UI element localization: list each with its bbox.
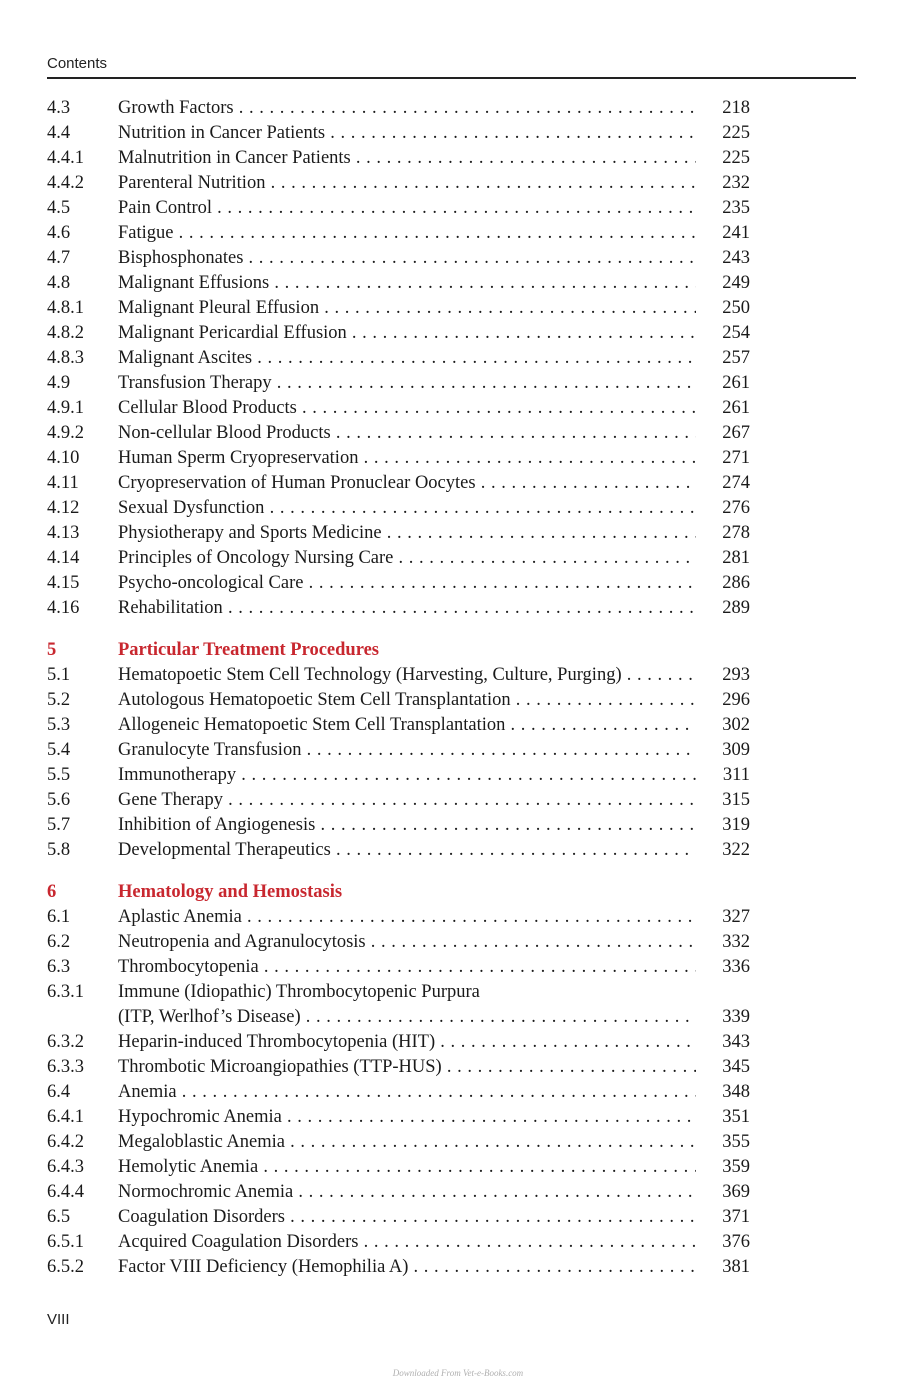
toc-entry-title: Thrombocytopenia . . . xyxy=(118,955,696,980)
toc-entry-title: Aplastic Anemia . . . xyxy=(118,905,696,930)
toc-entry-page: 278 xyxy=(722,523,750,543)
toc-entry[interactable] xyxy=(47,96,767,121)
toc-entry-number: 4.8.2 xyxy=(47,323,84,343)
toc-entry-title: Neutropenia and Agranulocytosis . . . xyxy=(118,930,696,955)
toc-entry[interactable] xyxy=(47,446,767,471)
toc-entry-number: 6.3.1 xyxy=(47,982,84,1002)
toc-entry-page: 293 xyxy=(722,665,750,685)
toc-entry-page: 267 xyxy=(722,423,750,443)
toc-entry-title: Acquired Coagulation Disorders . . . xyxy=(118,1230,696,1255)
toc-entry[interactable] xyxy=(47,930,767,955)
toc-entry-title: Hematology and Hemostasis xyxy=(118,882,343,902)
toc-entry-page: 381 xyxy=(722,1257,750,1277)
toc-entry-title: Anemia . . . xyxy=(118,1080,696,1105)
toc-entry[interactable] xyxy=(47,1180,767,1205)
toc-entry-page: 345 xyxy=(722,1057,750,1077)
toc-entry-number: 5.8 xyxy=(47,840,71,860)
toc-entry-title: Non-cellular Blood Products . . . xyxy=(118,421,696,446)
toc-entry-title: Psycho-oncological Care . . . xyxy=(118,571,696,596)
toc-entry-number: 5.2 xyxy=(47,690,71,710)
toc-entry-number: 5.6 xyxy=(47,790,71,810)
toc-entry-title: Pain Control . . . xyxy=(118,196,696,221)
toc-chapter-heading[interactable] xyxy=(47,880,767,905)
toc-entry[interactable] xyxy=(47,788,767,813)
toc-entry-number: 4.4.2 xyxy=(47,173,84,193)
toc-entry-page: 235 xyxy=(722,198,750,218)
toc-entry-title: Malignant Effusions . . . xyxy=(118,271,696,296)
toc-entry-title: Malignant Pleural Effusion . . . xyxy=(118,296,696,321)
toc-entry-title: Hematopoetic Stem Cell Technology (Harvesting, Culture, Purging) . . . xyxy=(118,663,696,688)
toc-entry[interactable] xyxy=(47,738,767,763)
toc-entry[interactable] xyxy=(47,571,767,596)
toc-entry-number: 6 xyxy=(47,882,57,902)
toc-entry[interactable] xyxy=(47,980,767,1005)
toc-entry-number: 5.4 xyxy=(47,740,71,760)
toc-entry-page: 302 xyxy=(722,715,750,735)
toc-entry-title: Parenteral Nutrition . . . xyxy=(118,171,696,196)
toc-entry-page: 250 xyxy=(722,298,750,318)
toc-entry-title: Allogeneic Hematopoetic Stem Cell Transplantation . . . xyxy=(118,713,696,738)
toc-entry-number: 4.4 xyxy=(47,123,71,143)
toc-entry-page: 371 xyxy=(722,1207,750,1227)
toc-entry-number: 4.11 xyxy=(47,473,79,493)
toc-entry-number: 6.4 xyxy=(47,1082,71,1102)
toc-entry[interactable] xyxy=(47,905,767,930)
toc-entry-title: Developmental Therapeutics . . . xyxy=(118,838,696,863)
toc-entry-number: 4.8 xyxy=(47,273,71,293)
toc-entry-page: 281 xyxy=(722,548,750,568)
toc-entry-page: 243 xyxy=(722,248,750,268)
toc-entry[interactable] xyxy=(47,296,767,321)
toc-entry-number: 6.5.1 xyxy=(47,1232,84,1252)
toc-entry-title: Fatigue . . . xyxy=(118,221,696,246)
toc-entry-page: 332 xyxy=(722,932,750,952)
toc-entry[interactable] xyxy=(47,596,767,621)
toc-entry-page: 249 xyxy=(722,273,750,293)
toc-entry[interactable] xyxy=(47,663,767,688)
toc-entry-number: 4.16 xyxy=(47,598,80,618)
toc-entry-title: Hemolytic Anemia . . . xyxy=(118,1155,696,1180)
toc-entry-title: Megaloblastic Anemia . . . xyxy=(118,1130,696,1155)
toc-entry-title: Particular Treatment Procedures xyxy=(118,640,379,660)
toc-entry-title: Immune (Idiopathic) Thrombocytopenic Purpura xyxy=(118,982,480,1002)
toc-entry[interactable] xyxy=(47,813,767,838)
toc-entry-page: 254 xyxy=(722,323,750,343)
toc-entry-page: 261 xyxy=(722,373,750,393)
toc-entry-title: Physiotherapy and Sports Medicine . . . xyxy=(118,521,696,546)
toc-entry-page: 232 xyxy=(722,173,750,193)
toc-entry-title: Inhibition of Angiogenesis . . . xyxy=(118,813,696,838)
toc-entry-page: 336 xyxy=(722,957,750,977)
toc-entry-number: 5.5 xyxy=(47,765,71,785)
toc-entry[interactable] xyxy=(47,1005,767,1030)
toc-entry-title: Sexual Dysfunction . . . xyxy=(118,496,696,521)
toc-entry-page: 218 xyxy=(722,98,750,118)
toc-entry-page: 319 xyxy=(722,815,750,835)
toc-entry-page: 309 xyxy=(722,740,750,760)
toc-entry-number: 5 xyxy=(47,640,57,660)
toc-entry[interactable] xyxy=(47,955,767,980)
toc-entry[interactable] xyxy=(47,1255,767,1280)
toc-entry-number: 6.5 xyxy=(47,1207,71,1227)
toc-entry-number: 4.8.3 xyxy=(47,348,84,368)
toc-entry-page: 261 xyxy=(722,398,750,418)
toc-entry-number: 6.3 xyxy=(47,957,71,977)
toc-entry-number: 4.9 xyxy=(47,373,71,393)
toc-entry[interactable] xyxy=(47,121,767,146)
toc-entry-page: 241 xyxy=(722,223,750,243)
toc-entry[interactable] xyxy=(47,146,767,171)
toc-entry[interactable] xyxy=(47,496,767,521)
toc-entry-number: 6.5.2 xyxy=(47,1257,84,1277)
toc-entry-number: 6.4.3 xyxy=(47,1157,84,1177)
toc-entry[interactable] xyxy=(47,546,767,571)
toc-entry-page: 359 xyxy=(722,1157,750,1177)
toc-entry-title: Immunotherapy . . . xyxy=(118,763,696,788)
toc-entry-number: 4.14 xyxy=(47,548,80,568)
toc-entry-page: 286 xyxy=(722,573,750,593)
toc-entry-number: 5.7 xyxy=(47,815,71,835)
toc-entry-title: Bisphosphonates . . . xyxy=(118,246,696,271)
toc-entry-title: Cellular Blood Products . . . xyxy=(118,396,696,421)
toc-entry-title: Autologous Hematopoetic Stem Cell Transplantation . . . xyxy=(118,688,696,713)
toc-entry-page: 271 xyxy=(722,448,750,468)
toc-entry-title: Cryopreservation of Human Pronuclear Oocytes . . . xyxy=(118,471,696,496)
toc-entry[interactable] xyxy=(47,838,767,863)
toc-entry-number: 6.3.2 xyxy=(47,1032,84,1052)
toc-entry-page: 315 xyxy=(722,790,750,810)
toc-entry[interactable] xyxy=(47,321,767,346)
toc-entry-page: 296 xyxy=(722,690,750,710)
toc-entry-title: Growth Factors . . . xyxy=(118,96,696,121)
toc-entry[interactable] xyxy=(47,196,767,221)
toc-entry-page: 274 xyxy=(722,473,750,493)
toc-entry-title: Normochromic Anemia . . . xyxy=(118,1180,696,1205)
toc-entry[interactable] xyxy=(47,763,767,788)
toc-entry-number: 4.13 xyxy=(47,523,80,543)
toc-entry-page: 225 xyxy=(722,123,750,143)
toc-entry[interactable] xyxy=(47,1155,767,1180)
toc-entry-title: Nutrition in Cancer Patients . . . xyxy=(118,121,696,146)
toc-entry-page: 327 xyxy=(722,907,750,927)
running-header xyxy=(47,55,856,79)
toc-entry-number: 4.12 xyxy=(47,498,80,518)
page-folio: VIII xyxy=(47,1311,70,1328)
toc-entry[interactable] xyxy=(47,1055,767,1080)
toc-entry[interactable] xyxy=(47,713,767,738)
running-header-title: Contents xyxy=(47,55,108,72)
toc-entry-number: 6.2 xyxy=(47,932,71,952)
toc-entry-title: Transfusion Therapy . . . xyxy=(118,371,696,396)
watermark: Downloaded From Vet-e-Books.com xyxy=(392,1368,524,1378)
toc-entry[interactable] xyxy=(47,421,767,446)
toc-entry-title: Malnutrition in Cancer Patients . . . xyxy=(118,146,696,171)
toc-entry-title: Rehabilitation . . . xyxy=(118,596,696,621)
toc-entry[interactable] xyxy=(47,246,767,271)
toc-entry-number: 4.3 xyxy=(47,98,71,118)
toc-entry-number: 4.4.1 xyxy=(47,148,84,168)
toc-entry-page: 355 xyxy=(722,1132,750,1152)
toc-entry-title: Coagulation Disorders . . . xyxy=(118,1205,696,1230)
toc-entry[interactable] xyxy=(47,371,767,396)
toc-entry[interactable] xyxy=(47,171,767,196)
toc-entry-page: 348 xyxy=(722,1082,750,1102)
toc-entry-page: 311 xyxy=(722,765,750,785)
toc-entry-title: Gene Therapy . . . xyxy=(118,788,696,813)
toc-entry-number: 6.4.4 xyxy=(47,1182,84,1202)
toc-entry-page: 257 xyxy=(722,348,750,368)
toc-entry-number: 5.3 xyxy=(47,715,71,735)
toc-entry-title: Malignant Pericardial Effusion . . . xyxy=(118,321,696,346)
toc-entry-title: Malignant Ascites . . . xyxy=(118,346,696,371)
toc-entry-number: 4.8.1 xyxy=(47,298,84,318)
toc-entry-page: 376 xyxy=(722,1232,750,1252)
toc-entry-title: Principles of Oncology Nursing Care . . . xyxy=(118,546,696,571)
toc-entry-title: Hypochromic Anemia . . . xyxy=(118,1105,696,1130)
toc-entry-page: 276 xyxy=(722,498,750,518)
toc-entry-title: Heparin-induced Thrombocytopenia (HIT) . . . xyxy=(118,1030,696,1055)
toc-entry-number: 4.7 xyxy=(47,248,71,268)
toc-entry-page: 339 xyxy=(722,1007,750,1027)
toc-entry-title: Factor VIII Deficiency (Hemophilia A) . . . xyxy=(118,1255,696,1280)
toc-entry-number: 4.10 xyxy=(47,448,80,468)
toc-entry[interactable] xyxy=(47,271,767,296)
toc-entry-number: 4.5 xyxy=(47,198,71,218)
toc-entry[interactable] xyxy=(47,521,767,546)
table-of-contents xyxy=(47,96,767,1280)
toc-entry[interactable] xyxy=(47,1080,767,1105)
toc-entry-title: (ITP, Werlhof’s Disease) . . . xyxy=(118,1005,696,1030)
toc-entry[interactable] xyxy=(47,688,767,713)
toc-entry-number: 6.4.2 xyxy=(47,1132,84,1152)
toc-entry-title: Human Sperm Cryopreservation . . . xyxy=(118,446,696,471)
toc-entry-page: 225 xyxy=(722,148,750,168)
toc-entry-number: 4.9.1 xyxy=(47,398,84,418)
toc-entry[interactable] xyxy=(47,471,767,496)
toc-entry[interactable] xyxy=(47,1030,767,1055)
toc-entry-title: Thrombotic Microangiopathies (TTP-HUS) . . . xyxy=(118,1055,696,1080)
toc-chapter-heading[interactable] xyxy=(47,638,767,663)
toc-entry-page: 369 xyxy=(722,1182,750,1202)
toc-entry-number: 4.9.2 xyxy=(47,423,84,443)
toc-entry[interactable] xyxy=(47,1130,767,1155)
toc-entry[interactable] xyxy=(47,1105,767,1130)
toc-entry-page: 343 xyxy=(722,1032,750,1052)
toc-entry-number: 4.6 xyxy=(47,223,71,243)
toc-entry[interactable] xyxy=(47,1230,767,1255)
toc-entry-number: 6.3.3 xyxy=(47,1057,84,1077)
toc-entry-page: 289 xyxy=(722,598,750,618)
toc-entry-title: Granulocyte Transfusion . . . xyxy=(118,738,696,763)
toc-entry-number: 4.15 xyxy=(47,573,80,593)
toc-entry[interactable] xyxy=(47,396,767,421)
toc-entry-number: 5.1 xyxy=(47,665,71,685)
toc-entry[interactable] xyxy=(47,221,767,246)
toc-entry-number: 6.4.1 xyxy=(47,1107,84,1127)
toc-entry-page: 351 xyxy=(722,1107,750,1127)
toc-entry-number: 6.1 xyxy=(47,907,71,927)
toc-entry-page: 322 xyxy=(722,840,750,860)
toc-entry[interactable] xyxy=(47,1205,767,1230)
toc-entry[interactable] xyxy=(47,346,767,371)
